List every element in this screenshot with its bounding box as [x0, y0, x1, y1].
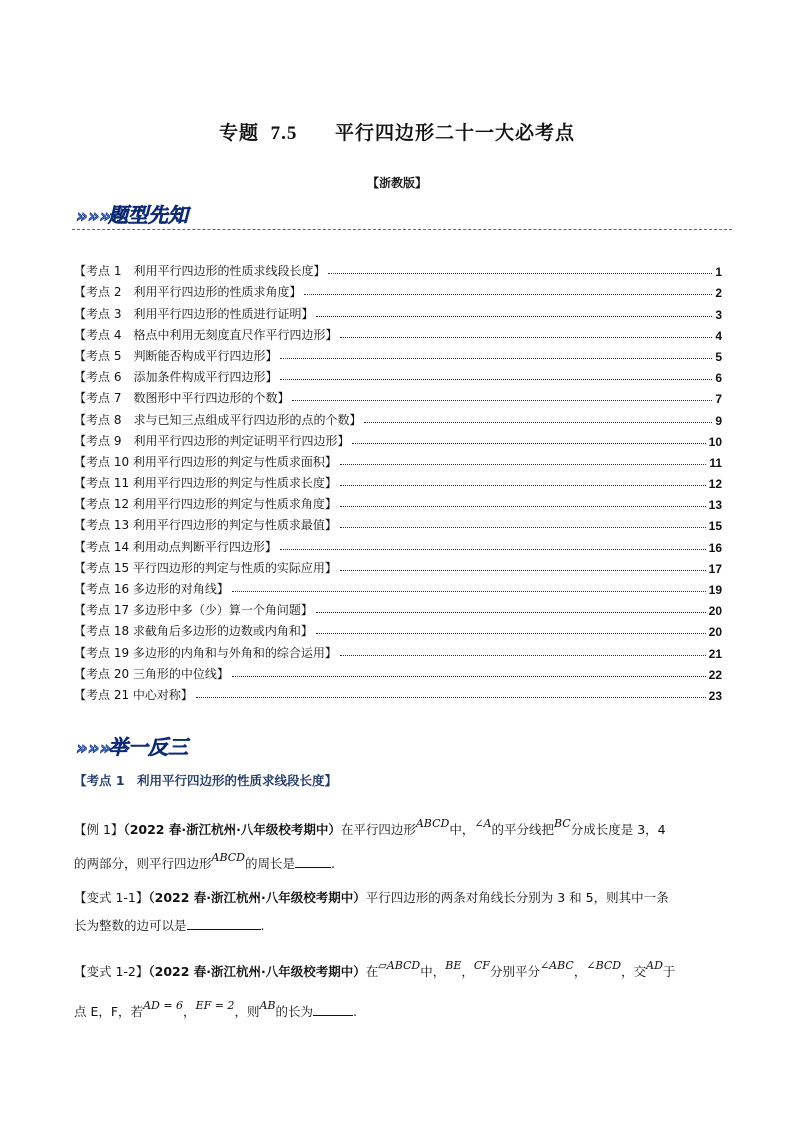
math-expr: ABCD	[211, 851, 245, 864]
toc-item[interactable]: 【考点 14 利用动点判断平行四边形】 16	[74, 539, 722, 555]
math-expr: AD	[646, 959, 663, 972]
answer-blank[interactable]	[187, 917, 261, 930]
toc-item[interactable]: 【考点 17 多边形中多（少）算一个角问题】 20	[74, 603, 722, 619]
section-heading: 【考点 1 利用平行四边形的性质求线段长度】	[74, 773, 338, 788]
toc-item[interactable]: 【考点 7 数图形中平行四边形的个数】 7	[74, 391, 722, 407]
banner-arrows: »»»	[76, 206, 112, 227]
banner-title: 题型先知	[108, 203, 188, 227]
banner-arrows: »»»	[76, 738, 112, 759]
toc-item[interactable]: 【考点 20 三角形的中位线】 22	[74, 666, 722, 682]
toc-item[interactable]: 【考点 11 利用平行四边形的判定与性质求长度】 12	[74, 476, 722, 492]
example-tag: 【例 1】	[74, 822, 124, 837]
banner-practice-art	[72, 728, 272, 762]
banner-divider	[72, 229, 732, 230]
toc-item[interactable]: 【考点 13 利用平行四边形的判定与性质求最值】 15	[74, 518, 722, 534]
toc-item[interactable]: 【考点 5 判断能否构成平行四边形】 5	[74, 348, 722, 364]
math-expr: ABCD	[415, 817, 450, 830]
answer-blank[interactable]	[295, 855, 331, 868]
toc-item[interactable]: 【考点 10 利用平行四边形的判定与性质求面积】 11	[74, 454, 722, 470]
math-expr: BC	[554, 817, 571, 830]
title-number: 7.5	[270, 123, 298, 144]
variant-source: （2022 春·浙江杭州·八年级校考期中）	[148, 890, 366, 905]
toc-item[interactable]: 【考点 2 利用平行四边形的性质求角度】 2	[74, 285, 722, 301]
math-expr: AD = 6	[143, 999, 184, 1012]
toc-item[interactable]: 【考点 1 利用平行四边形的性质求线段长度】 1	[74, 264, 722, 280]
toc-item[interactable]: 【考点 18 求截角后多边形的边数或内角和】 20	[74, 624, 722, 640]
toc-item[interactable]: 【考点 21 中心对称】 23	[74, 687, 722, 703]
toc-item[interactable]: 【考点 16 多边形的对角线】 19	[74, 582, 722, 597]
variant-1-1: 【变式 1-1】（2022 春·浙江杭州·八年级校考期中）平行四边形的两条对角线长分别为 3 和 5，则其中一条 长为整数的边可以是 .	[74, 890, 669, 933]
math-expr: BE	[445, 959, 462, 972]
toc-item[interactable]: 【考点 8 求与已知三点组成平行四边形的点的个数】 9	[74, 412, 722, 428]
toc-item[interactable]: 【考点 3 利用平行四边形的性质进行证明】 3	[74, 306, 722, 322]
toc-item[interactable]: 【考点 9 利用平行四边形的判定证明平行四边形】 10	[74, 433, 722, 449]
banner-question-types-art	[72, 196, 272, 230]
banner-practice	[72, 728, 732, 762]
toc-item[interactable]: 【考点 12 利用平行四边形的判定与性质求角度】 13	[74, 497, 722, 513]
toc-item[interactable]: 【考点 6 添加条件构成平行四边形】 6	[74, 370, 722, 386]
banner-question-types	[72, 196, 732, 230]
variant-tag: 【变式 1-1】	[74, 890, 149, 905]
math-expr: CF	[473, 959, 490, 972]
math-expr: ▱ABCD	[378, 959, 421, 972]
answer-blank[interactable]	[313, 1003, 353, 1016]
math-expr: ∠A	[474, 817, 492, 830]
variant-1-2: 【变式 1-2】（2022 春·浙江杭州·八年级校考期中）在▱ABCD中，BE，CF分别平分∠ABC，∠BCD，交AD于 点 E，F，若AD = 6，EF = 2，则AB的长为 .	[74, 959, 676, 1019]
table-of-contents	[74, 258, 722, 703]
example-source: （2022 春·浙江杭州·八年级校考期中）	[123, 822, 341, 837]
math-expr: ∠BCD	[586, 959, 622, 972]
edition-label: 【浙教版】	[366, 176, 427, 190]
toc-item[interactable]: 【考点 15 平行四边形的判定与性质的实际应用】 17	[74, 560, 722, 576]
math-expr: AB	[259, 999, 276, 1012]
variant-source: （2022 春·浙江杭州·八年级校考期中）	[148, 964, 366, 979]
variant-tag: 【变式 1-2】	[74, 964, 149, 979]
toc-item[interactable]: 【考点 4 格点中利用无刻度直尺作平行四边形】 4	[74, 327, 722, 343]
page-title	[0, 118, 794, 145]
banner-title: 举一反三	[108, 735, 188, 759]
math-expr: ∠ABC	[539, 959, 574, 972]
example-1: 【例 1】（2022 春·浙江杭州·八年级校考期中）在平行四边形ABCD中，∠A的平分线把BC分成长度是 3，4 的两部分，则平行四边形ABCD的周长是 .	[74, 817, 666, 871]
title-prefix: 专题	[218, 122, 259, 144]
title-main: 平行四边形二十一大必考点	[335, 122, 576, 144]
toc-item[interactable]: 【考点 19 多边形的内角和与外角和的综合运用】 21	[74, 645, 722, 661]
math-expr: EF = 2	[195, 999, 235, 1012]
